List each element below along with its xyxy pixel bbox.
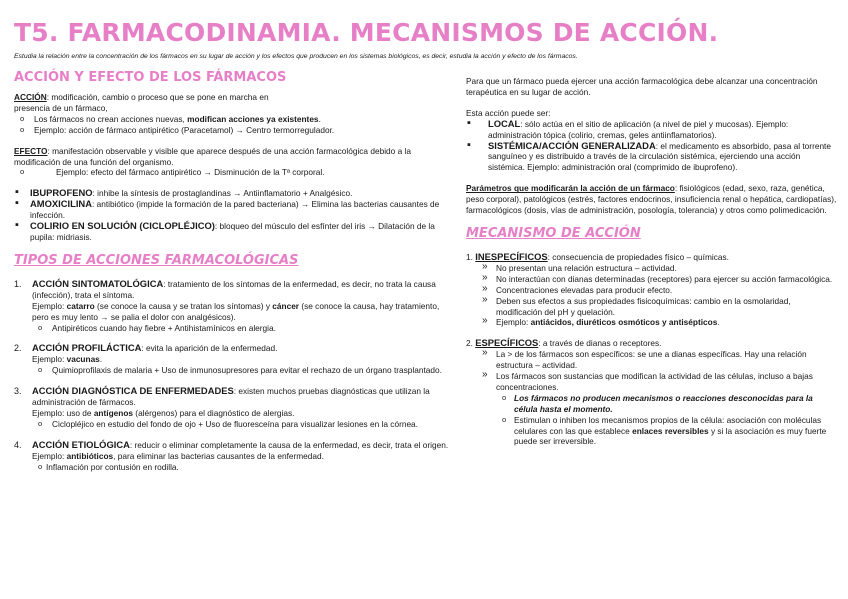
list-item: o Ejemplo: acción de fármaco antipirético (Paracetamol) → Centro termorregulador. <box>14 125 454 136</box>
section-mecanismo-title: MECANISMO DE ACCIÓN <box>466 225 641 241</box>
list-item: » Deben sus efectos a sus propiedades fisicoquímicas: cambio en la osmolaridad, modificación del pH y quelación. <box>466 296 838 318</box>
efecto-term: EFECTO <box>14 145 48 156</box>
accion-term: ACCIÓN <box>14 92 47 102</box>
section-tipos-title: TIPOS DE ACCIONES FARMACOLÓGICAS <box>14 252 299 268</box>
accion-definition: ACCIÓN: modificación, cambio o proceso que se pone en marcha en presencia de un fármaco, <box>14 92 269 113</box>
parametros-paragraph: Parámetros que modificarán la acción de un fármaco: fisiológicos (edad, sexo, raza, genética, peso corporal), patológicos (estrés, factores endocrinos, insuficiencia renal o hepática, cardiopatías), farmacológicos (dosis, vías de administración, posología, tolerancia) y otros como polimedicación. <box>466 183 837 216</box>
tipo-diagnostica: 3. ACCIÓN DIAGNÓSTICA DE ENFERMEDADES: existen muchos pruebas diagnósticas que utilizan la administración de fármacos. Ejemplo: uso de antígenos (alérgenos) para el diagnóstico de alergias. o Ciclopléjico en estudio del fondo de ojo + Uso de fluoresceína para visualizar lesiones en la córnea. <box>14 386 454 430</box>
list-item: o Estimulan o inhiben los mecanismos propios de la célula: asociación con moléculas celulares con las que establece enlaces reversibles y si la asociación es muy fuerte puede ser irreversible. <box>466 415 838 448</box>
list-item: o Los fármacos no crean acciones nuevas, modifican acciones ya existentes. <box>14 114 454 125</box>
list-item: o Los fármacos no producen mecanismos o reacciones desconocidas para la célula hasta el momento. <box>466 393 838 415</box>
list-item: » Los fármacos son sustancias que modifican la actividad de las células, incluso a bajas concentraciones. <box>466 371 838 393</box>
tipo-sintomatologica: 1. ACCIÓN SINTOMATOLÓGICA: tratamiento de los síntomas de la enfermedad, es decir, no trata la causa (infección), trata el síntoma. Ejemplo: catarro (se conoce la causa y se tratan los síntomas) y cáncer (se conoce la causa, hay tratamiento, pero es muy lento → se palia el dolor con analgésicos). o Antipiréticos cuando hay fiebre + Antihistamínicos en alergia. <box>14 279 454 334</box>
drug-list <box>14 188 454 243</box>
list-item: » No presentan una relación estructura – actividad. <box>466 263 838 274</box>
list-item: o Inflamación por contusión en rodilla. <box>32 462 454 473</box>
list-item: o Quimioprofilaxis de malaria + Uso de inmunosupresores para evitar el rechazo de un órgano trasplantado. <box>32 365 454 376</box>
intro-paragraph: Para que un fármaco pueda ejercer una acción farmacológica debe alcanzar una concentración terapéutica en su lugar de acción. <box>466 76 818 97</box>
list-item: ▪ IBUPROFENO: inhibe la síntesis de prostaglandinas → Antiinflamatorio + Analgésico. <box>14 188 454 199</box>
list-item: » Concentraciones elevadas para producir efecto. <box>466 285 838 296</box>
page-title: T5. FARMACODINAMIA. MECANISMOS DE ACCIÓN. <box>14 18 719 47</box>
right-column <box>466 76 838 447</box>
list-item: ▪ SISTÉMICA/ACCIÓN GENERALIZADA: el medicamento es absorbido, pasa al torrente sanguíneo y es distribuido a través de la circulación sistémica, ejerciendo una acción sistémica. Ejemplo: administración oral (comprimido de ibuprofeno). <box>466 141 838 174</box>
list-item: » Ejemplo: antiácidos, diuréticos osmóticos y antisépticos. <box>466 317 838 328</box>
tipo-etiologica: 4. ACCIÓN ETIOLÓGICA: reducir o eliminar completamente la causa de la enfermedad, es decir, trata el origen. Ejemplo: antibióticos, para eliminar las bacterias causantes de la enfermedad. o Inflamación por contusión en rodilla. <box>14 440 454 473</box>
list-item: o Antipiréticos cuando hay fiebre + Antihistamínicos en alergia. <box>32 323 454 334</box>
list-item: o Ejemplo: efecto del fármaco antipirético → Disminución de la Tª corporal. <box>14 167 454 178</box>
list-item: o Ciclopléjico en estudio del fondo de ojo + Uso de fluoresceína para visualizar lesiones en la córnea. <box>32 419 454 430</box>
list-item: ▪ LOCAL: sólo actúa en el sitio de aplicación (a nivel de piel y mucosas). Ejemplo: administración tópica (colirio, cremas, geles antiinflamatorios). <box>466 119 838 141</box>
mecanismo-inespecificos: 1. INESPECÍFICOS: consecuencia de propiedades físico – químicas. » No presentan una relación estructura – actividad. » No interactúan con dianas determinadas (receptores) para ejercer su acción farmacológica. » Concentraciones elevadas para producir efecto. » Deben sus efectos a sus propiedades fisicoquímicas: cambio en la osmolaridad, modificación del pH y quelación. » Ejemplo: antiácidos, diuréticos osmóticos y antisépticos. <box>466 252 838 328</box>
tipo-profilactica: 2. ACCIÓN PROFILÁCTICA: evita la aparición de la enfermedad. Ejemplo: vacunas. o Quimioprofilaxis de malaria + Uso de inmunosupresores para evitar el rechazo de un órgano trasplantado. <box>14 343 454 376</box>
accion-puede-ser: Esta acción puede ser: <box>466 107 551 118</box>
mecanismo-especificos: 2. ESPECÍFICOS: a través de dianas o receptores. » La > de los fármacos son específicos: se une a dianas específicas. Hay una relación estructura – actividad. » Los fármacos son sustancias que modifican la actividad de las células, incluso a bajas concentraciones. o Los fármacos no producen mecanismos o reacciones desconocidas para la célula hasta el momento. o Estimulan o inhiben los mecanismos propios de la célula: asociación con moléculas celulares con las que establece enlaces reversibles y si la asociación es muy fuerte puede ser irreversible. <box>466 338 838 447</box>
list-item: » La > de los fármacos son específicos: se une a dianas específicas. Hay una relación estructura – actividad. <box>466 349 838 371</box>
section-accion-efecto-title: ACCIÓN Y EFECTO DE LOS FÁRMACOS <box>14 70 287 85</box>
left-column <box>14 70 454 472</box>
page-subtitle: Estudia la relación entre la concentración de los fármacos en su lugar de acción y los efectos que producen en los sistemas biológicos, es decir, estudia la acción y efecto de los fármacos. <box>14 53 578 60</box>
efecto-definition: EFECTO: manifestación observable y visible que aparece después de una acción farmacológica debido a la modificación de una función del organismo. <box>14 145 411 167</box>
list-item: ▪ COLIRIO EN SOLUCIÓN (CICLOPLÉJICO): bloqueo del músculo del esfínter del iris → Dilatación de la pupila: midriasis. <box>14 221 454 243</box>
list-item: » No interactúan con dianas determinadas (receptores) para ejercer su acción farmacológica. <box>466 274 838 285</box>
list-item: ▪ AMOXICILINA: antibiótico (impide la formación de la pared bacteriana) → Elimina las bacterias causantes de infección. <box>14 199 454 221</box>
